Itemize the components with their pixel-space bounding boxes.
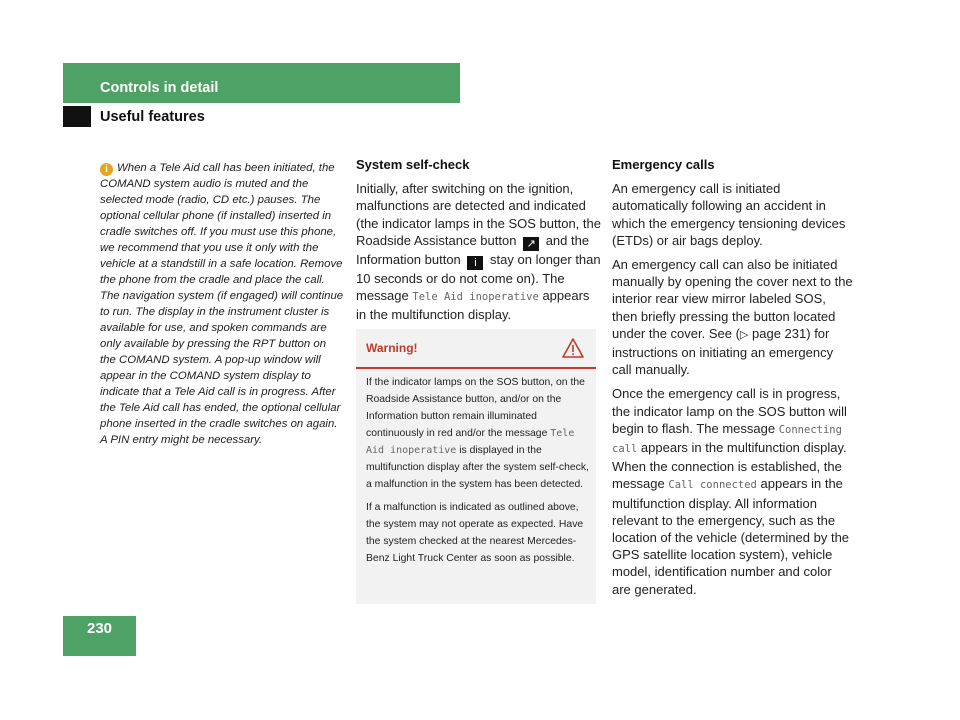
self-check-paragraph: Initially, after switching on the ignition, malfunctions are detected and indicated (the indicator lamps in the SOS button, the Roadside Assistance button ↗ and the Information button i stay on longer than 10 seconds or do not come on). The message Tele Aid inoperative appears in the multifunction display. (356, 181, 601, 323)
page-number: 230 (86, 620, 113, 637)
roadside-assistance-icon: ↗ (523, 237, 539, 251)
emergency-paragraph-2: An emergency call can also be initiated manually by opening the cover next to the interior rear view mirror labeled SOS, then briefly pressing the button located under the cover. See (▷ page 231) for instructions on initiating an emergency call manually. (612, 257, 853, 378)
warning-triangle-icon (562, 337, 584, 359)
page-reference-arrow-icon: ▷ (739, 328, 749, 341)
self-check-section (356, 156, 601, 330)
info-note (100, 160, 345, 448)
subsection-title: Useful features (100, 109, 205, 125)
emergency-paragraph-1: An emergency call is initiated automatically following an accident in which the emergency tensioning devices (ETDs) or air bags deploy. (612, 181, 846, 248)
message-call-connected: Call connected (668, 479, 757, 492)
warning-box (356, 329, 596, 604)
message-connecting-call: Connecting call (612, 423, 842, 456)
warning-divider (356, 367, 596, 369)
info-icon: i (100, 163, 113, 176)
page-reference-link[interactable]: page 231 (752, 325, 807, 341)
information-button-icon: i (467, 256, 483, 270)
subsection-marker (63, 106, 91, 127)
warning-body (366, 374, 591, 573)
self-check-heading: System self-check (356, 157, 470, 172)
emergency-paragraph-3: Once the emergency call is in progress, the indicator lamp on the SOS button will begin to flash. The message Connecting call appears in the multifunction display. When the connection is established, the message Call connected appears in the multifunction display. All information relevant to the emergency, such as the location of the vehicle (determined by the GPS satellite location system), vehicle model, identification number and color are generated. (612, 386, 850, 597)
warning-paragraph-2: If a malfunction is indicated as outlined above, the system may not operate as expected. Have the system checked at the nearest Mercedes-Benz Light Truck Center as soon as possible. (366, 502, 584, 564)
warning-title: Warning! (366, 341, 418, 355)
warning-message: Tele Aid inoperative (366, 428, 575, 456)
section-title: Controls in detail (100, 80, 219, 96)
emergency-section (612, 156, 854, 605)
warning-paragraph-1: If the indicator lamps on the SOS button, on the Roadside Assistance button, and/or on the Information button remain illuminated continuously in red and/or the message Tele Aid inoperative is displayed in the multifunction display after the system self-check, a malfunction in the system has been detected. (366, 377, 589, 490)
info-note-text: When a Tele Aid call has been initiated, the COMAND system audio is muted and the selected mode (radio, CD etc.) pauses. The optional cellular phone (if installed) inserted in cradle switches off. If you must use this phone, we recommend that you use it only with the vehicle at a standstill in a safe location. Remove the phone from the cradle and place the call. The navigation system (if engaged) will continue to run. The display in the instrument cluster is available for use, and spoken commands are only available by pressing the RPT button on the COMAND system. A pop-up window will appear in the COMAND system display to indicate that a Tele Aid call is in progress. After the Tele Aid call has ended, the optional cellular phone inserted in the cradle switches on again. A PIN entry might be necessary. (100, 162, 344, 446)
emergency-heading: Emergency calls (612, 157, 715, 172)
message-tele-aid-inoperative: Tele Aid inoperative (412, 291, 539, 304)
